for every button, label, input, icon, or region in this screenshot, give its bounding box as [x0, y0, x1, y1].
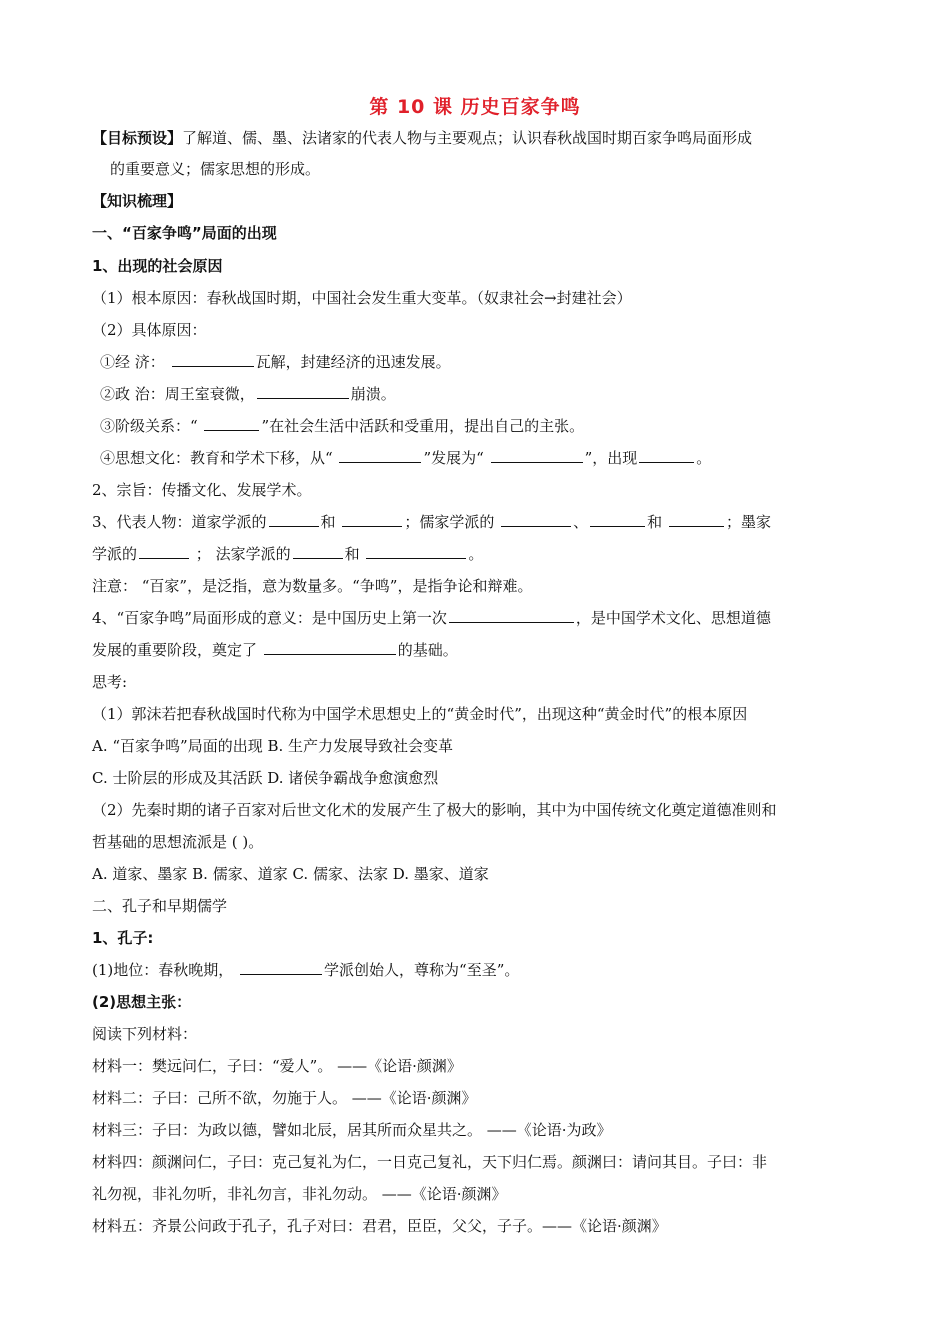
fill-blank[interactable] [449, 608, 574, 623]
and-text: 和 [647, 513, 663, 531]
goal-label: 【目标预设】 [92, 129, 183, 147]
figures-line-1 [92, 512, 771, 532]
material-5: 材料五：齐景公问政于孔子，孔子对曰：君君，臣臣，父父，子子。——《论语·颜渊》 [92, 1217, 667, 1235]
fill-blank[interactable] [491, 448, 583, 463]
class-label: ③阶级关系：“ [100, 417, 198, 435]
material-4-line-1: 材料四：颜渊问仁，子曰：克己复礼为仁，一日克己复礼，天下归仁焉。颜渊曰：请问其目。子曰：非 [92, 1153, 768, 1171]
figures-text-a: 3、代表人物：道家学派的 [92, 513, 267, 531]
thought-label: ④思想文化：教育和学术下移，从“ [100, 449, 333, 467]
significance-text-c: 发展的重要阶段，奠定了 [92, 641, 258, 659]
politics-line [92, 384, 396, 404]
figures-text-c: ；墨家 [725, 513, 771, 531]
reading-prompt: 阅读下列材料： [92, 1025, 198, 1043]
section-1-title: 一、“百家争鸣”局面的出现 [92, 224, 277, 242]
status-text-a: (1)地位：春秋晚期， [92, 961, 234, 979]
economy-text: 瓦解，封建经济的迅速发展。 [255, 353, 451, 371]
politics-text: 崩溃。 [350, 385, 396, 403]
fill-blank[interactable] [669, 512, 724, 527]
page-title: 第 10 课 历史百家争鸣 [369, 96, 581, 118]
material-1: 材料一：樊远问仁，子曰：“爱人”。 ——《论语·颜渊》 [92, 1057, 462, 1075]
sep-text: 、 [573, 513, 589, 531]
confucius-status [92, 960, 519, 980]
fill-blank[interactable] [257, 384, 349, 399]
significance-text-a: 4、“百家争鸣”局面形成的意义：是中国历史上第一次 [92, 609, 447, 627]
section-2-title: 二、孔子和早期儒学 [92, 897, 228, 915]
fill-blank[interactable] [269, 512, 319, 527]
subsection-1-title: 1、出现的社会原因 [92, 257, 223, 275]
goal-text-1: 了解道、儒、墨、法诸家的代表人物与主要观点；认识春秋战国时期百家争鸣局面形成 [182, 129, 753, 147]
thought-text-end: 。 [696, 449, 712, 467]
confucius-thought-heading: (2)思想主张： [92, 993, 192, 1011]
question-2-options: A. 道家、墨家 B. 儒家、道家 C. 儒家、法家 D. 墨家、道家 [92, 865, 489, 883]
note-line: 注意： “百家”，是泛指，意为数量多。“争鸣”，是指争论和辩难。 [92, 577, 533, 595]
specific-causes: （2）具体原因： [92, 321, 207, 339]
figures-line-2 [92, 544, 483, 564]
economy-label: ①经 济： [100, 353, 165, 371]
thought-text-1: ”发展为“ [423, 449, 484, 467]
class-line [92, 416, 584, 436]
fill-blank[interactable] [342, 512, 402, 527]
and-text: 和 [320, 513, 336, 531]
politics-label: ②政 治：周王室衰微， [100, 385, 255, 403]
figures-text-b: ；儒家学派的 [404, 513, 495, 531]
fill-blank[interactable] [501, 512, 571, 527]
goal-line-2: 的重要意义；儒家思想的形成。 [110, 160, 321, 178]
figures-text-e: ； 法家学派的 [195, 545, 291, 563]
fill-blank[interactable] [172, 352, 254, 367]
fill-blank[interactable] [639, 448, 694, 463]
figures-text-d: 学派的 [92, 545, 138, 563]
question-1-options-cd: C. 士阶层的形成及其活跃 D. 诸侯争霸战争愈演愈烈 [92, 769, 439, 787]
figures-end: 。 [468, 545, 484, 563]
fill-blank[interactable] [204, 416, 259, 431]
goal-line-1 [92, 128, 752, 148]
question-2-line-1: （2）先秦时期的诸子百家对后世文化术的发展产生了极大的影响，其中为中国传统文化奠定道德准则和 [92, 801, 777, 819]
fill-blank[interactable] [240, 960, 322, 975]
thought-text-2: ”，出现 [584, 449, 638, 467]
material-4-line-2: 礼勿视，非礼勿听，非礼勿言，非礼勿动。 ——《论语·颜渊》 [92, 1185, 507, 1203]
confucius-heading: 1、孔子: [92, 929, 154, 947]
material-2: 材料二：子曰：己所不欲，勿施于人。 ——《论语·颜渊》 [92, 1089, 477, 1107]
status-text-b: 学派创始人，尊称为“至圣”。 [324, 961, 520, 979]
class-text: ”在社会生活中活跃和受重用，提出自己的主张。 [261, 417, 585, 435]
question-1: （1）郭沫若把春秋战国时代称为中国学术思想史上的“黄金时代”，出现这种“黄金时代”的根本原因 [92, 705, 748, 723]
fill-blank[interactable] [293, 544, 343, 559]
fill-blank[interactable] [139, 544, 189, 559]
fill-blank[interactable] [264, 640, 396, 655]
significance-line-2 [92, 640, 458, 660]
material-3: 材料三：子曰：为政以德，譬如北辰，居其所而众星共之。 ——《论语·为政》 [92, 1121, 612, 1139]
significance-line-1 [92, 608, 771, 628]
root-cause: （1）根本原因：春秋战国时期，中国社会发生重大变革。（奴隶社会→封建社会） [92, 289, 632, 307]
purpose-line: 2、宗旨：传播文化、发展学术。 [92, 481, 312, 499]
significance-text-b: ，是中国学术文化、思想道德 [575, 609, 771, 627]
knowledge-label: 【知识梳理】 [92, 192, 183, 210]
think-label: 思考: [92, 673, 128, 691]
fill-blank[interactable] [339, 448, 421, 463]
thought-line [92, 448, 711, 468]
question-2-line-2: 哲基础的思想流派是 ( )。 [92, 833, 264, 851]
economy-line [92, 352, 451, 372]
and-text: 和 [344, 545, 360, 563]
significance-text-d: 的基础。 [397, 641, 458, 659]
fill-blank[interactable] [366, 544, 466, 559]
fill-blank[interactable] [590, 512, 645, 527]
question-1-options-ab: A. “百家争鸣”局面的出现 B. 生产力发展导致社会变革 [92, 737, 454, 755]
